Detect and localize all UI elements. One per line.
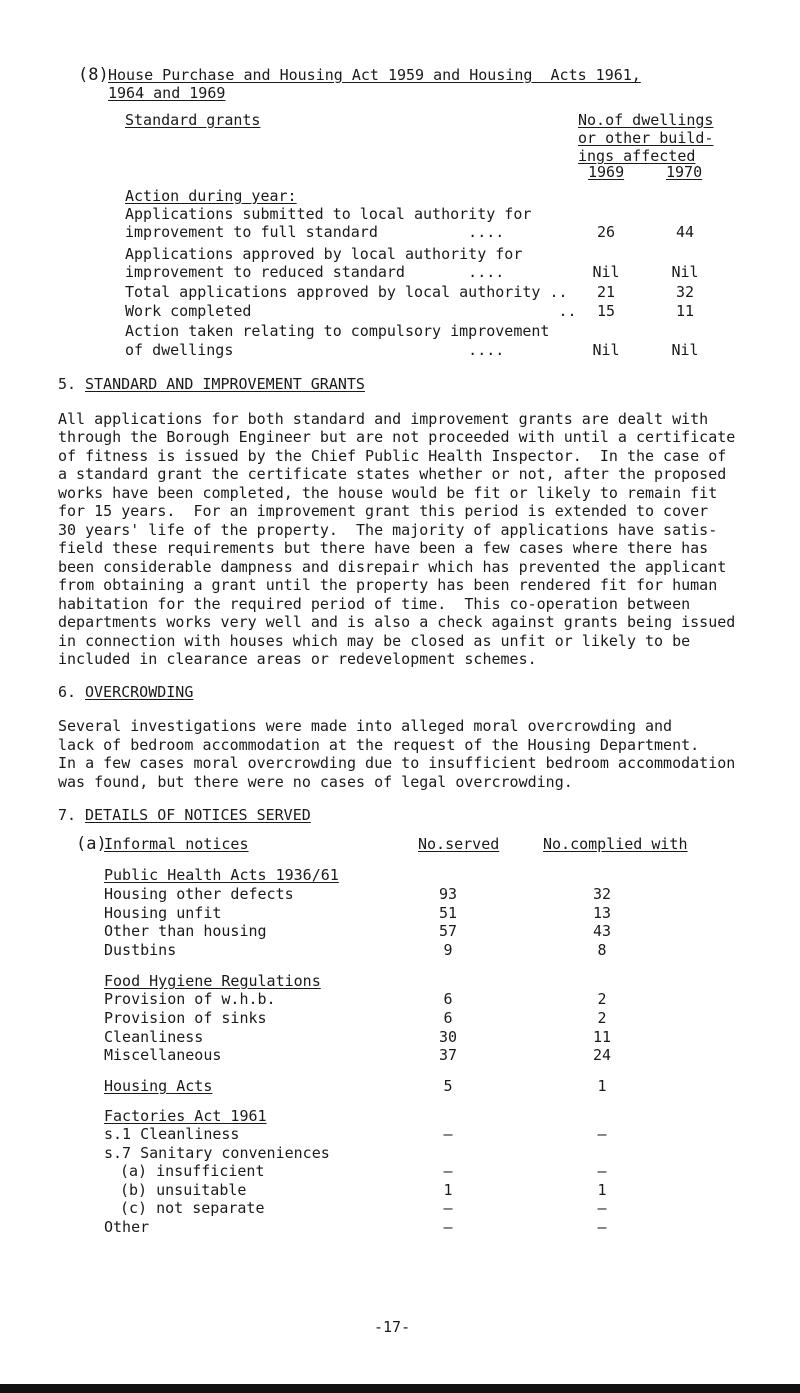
factory-row-served: – — [443, 1125, 453, 1143]
section5-line: works have been completed, the house would be fit or likely to remain fit — [58, 484, 718, 502]
section5-line: habitation for the required period of time. This co-operation between — [58, 595, 691, 613]
bottom-border — [0, 1384, 800, 1393]
standard-grants-heading: Standard grants — [125, 111, 261, 129]
section5-line: through the Borough Engineer but are not proceeded with until a certificate — [58, 428, 736, 446]
grant-row-label: of dwellings .... — [125, 341, 505, 359]
section6-line: lack of bedroom accommodation at the request of the Housing Department. — [58, 736, 700, 754]
factory-row-complied: – — [597, 1218, 607, 1236]
grant-row-label: Applications approved by local authority for — [125, 245, 523, 263]
section6-line: Several investigations were made into alleged moral overcrowding and — [58, 717, 673, 735]
section6-number: 6. — [58, 683, 77, 701]
grant-row-label: Action taken relating to compulsory improvement — [125, 322, 550, 340]
section7-number: 7. — [58, 806, 77, 824]
section5-line: All applications for both standard and improvement grants are dealt with — [58, 410, 709, 428]
section5-line: for 15 years. For an improvement grant this period is extended to cover — [58, 502, 709, 520]
section5-title: STANDARD AND IMPROVEMENT GRANTS — [85, 375, 365, 393]
notice-row-label: Other than housing — [104, 922, 267, 940]
notice-row-label: Housing other defects — [104, 885, 294, 903]
group-heading: Food Hygiene Regulations — [104, 972, 321, 990]
notice-row-complied: 24 — [592, 1046, 612, 1064]
grant-row-1969: Nil — [592, 341, 620, 359]
section5-line: from obtaining a grant until the property has been rendered fit for human — [58, 576, 718, 594]
housing-acts-label: Housing Acts — [104, 1077, 213, 1095]
section5-number: 5. — [58, 375, 77, 393]
year-1970-header: 1970 — [666, 163, 703, 181]
factory-row-served: – — [443, 1162, 453, 1180]
grant-row-1969: 26 — [596, 223, 616, 241]
section5-line: of fitness is issued by the Chief Public Health Inspector. In the case of — [58, 447, 727, 465]
section6-line: was found, but there were no cases of legal overcrowding. — [58, 773, 573, 791]
notice-row-served: 51 — [438, 904, 458, 922]
notice-row-complied: 13 — [592, 904, 612, 922]
factory-row-label: (c) not separate — [120, 1199, 265, 1217]
section5-line: field these requirements but there have been a few cases where there has — [58, 539, 709, 557]
grant-row-label: Total applications approved by local authority .. — [125, 283, 568, 301]
section5-line: included in clearance areas or redevelopment schemes. — [58, 650, 537, 668]
section5-line: been considerable dampness and disrepair which has prevented the applicant — [58, 558, 727, 576]
section5-line: departments works very well and is also a check against grants being issued — [58, 613, 736, 631]
dwellings-column-header-line3: ings affected — [578, 147, 696, 165]
grant-row-1969: 21 — [596, 283, 616, 301]
notice-row-served: 30 — [438, 1028, 458, 1046]
notice-row-served: 9 — [443, 941, 453, 959]
dwellings-column-header-line2: or other build- — [578, 129, 714, 147]
notice-row-label: Housing unfit — [104, 904, 222, 922]
factory-row-complied: – — [597, 1199, 607, 1217]
complied-column-header: No.complied with — [543, 835, 688, 853]
section7-title: DETAILS OF NOTICES SERVED — [85, 806, 311, 824]
notice-row-complied: 2 — [597, 990, 607, 1008]
factory-row-label: (b) unsuitable — [120, 1181, 247, 1199]
notice-row-complied: 11 — [592, 1028, 612, 1046]
grant-row-1970: Nil — [671, 263, 699, 281]
informal-notices-heading: Informal notices — [104, 835, 249, 853]
grant-row-1970: 44 — [675, 223, 695, 241]
housing-acts-served: 5 — [443, 1077, 453, 1095]
factory-row-label: s.7 Sanitary conveniences — [104, 1144, 330, 1162]
notice-row-label: Provision of w.h.b. — [104, 990, 276, 1008]
notice-row-served: 37 — [438, 1046, 458, 1064]
notice-row-served: 6 — [443, 1009, 453, 1027]
factory-row-served: – — [443, 1199, 453, 1217]
section8-heading-line2: 1964 and 1969 — [108, 84, 226, 102]
page-number: -17- — [374, 1318, 411, 1336]
section8-number: (8) — [78, 65, 109, 85]
action-during-year-label: Action during year: — [125, 187, 297, 205]
grant-row-label: Work completed .. — [125, 302, 577, 320]
section5-line: in connection with houses which may be closed as unfit or likely to be — [58, 632, 691, 650]
notice-row-label: Miscellaneous — [104, 1046, 222, 1064]
section8-heading-line1: House Purchase and Housing Act 1959 and Housing Acts 1961, — [108, 66, 641, 84]
factory-row-served: 1 — [443, 1181, 453, 1199]
dwellings-column-header-line1: No.of dwellings — [578, 111, 714, 129]
factory-row-label: (a) insufficient — [120, 1162, 265, 1180]
notice-row-label: Provision of sinks — [104, 1009, 267, 1027]
factory-row-complied: – — [597, 1162, 607, 1180]
notice-row-complied: 32 — [592, 885, 612, 903]
housing-acts-complied: 1 — [597, 1077, 607, 1095]
grant-row-1969: Nil — [592, 263, 620, 281]
grant-row-1970: 11 — [675, 302, 695, 320]
section6-line: In a few cases moral overcrowding due to insufficient bedroom accommodation — [58, 754, 736, 772]
notice-row-complied: 2 — [597, 1009, 607, 1027]
section6-title: OVERCROWDING — [85, 683, 194, 701]
section5-line: 30 years' life of the property. The majority of applications have satis- — [58, 521, 718, 539]
grant-row-1970: 32 — [675, 283, 695, 301]
notice-row-served: 57 — [438, 922, 458, 940]
grant-row-1970: Nil — [671, 341, 699, 359]
notice-row-label: Dustbins — [104, 941, 177, 959]
factories-act-heading: Factories Act 1961 — [104, 1107, 267, 1125]
factory-row-label: s.1 Cleanliness — [104, 1125, 240, 1143]
grant-row-1969: 15 — [596, 302, 616, 320]
year-1969-header: 1969 — [588, 163, 625, 181]
section7-sub-a: (a) — [76, 834, 107, 854]
factory-row-served: – — [443, 1218, 453, 1236]
grant-row-label: Applications submitted to local authority for — [125, 205, 532, 223]
notice-row-served: 6 — [443, 990, 453, 1008]
factory-row-label: Other — [104, 1218, 150, 1236]
notice-row-complied: 43 — [592, 922, 612, 940]
served-column-header: No.served — [418, 835, 500, 853]
group-heading: Public Health Acts 1936/61 — [104, 866, 339, 884]
grant-row-label: improvement to reduced standard .... — [125, 263, 505, 281]
notice-row-label: Cleanliness — [104, 1028, 204, 1046]
factory-row-complied: – — [597, 1125, 607, 1143]
section5-line: a standard grant the certificate states whether or not, after the proposed — [58, 465, 727, 483]
notice-row-served: 93 — [438, 885, 458, 903]
notice-row-complied: 8 — [597, 941, 607, 959]
grant-row-label: improvement to full standard .... — [125, 223, 505, 241]
factory-row-complied: 1 — [597, 1181, 607, 1199]
